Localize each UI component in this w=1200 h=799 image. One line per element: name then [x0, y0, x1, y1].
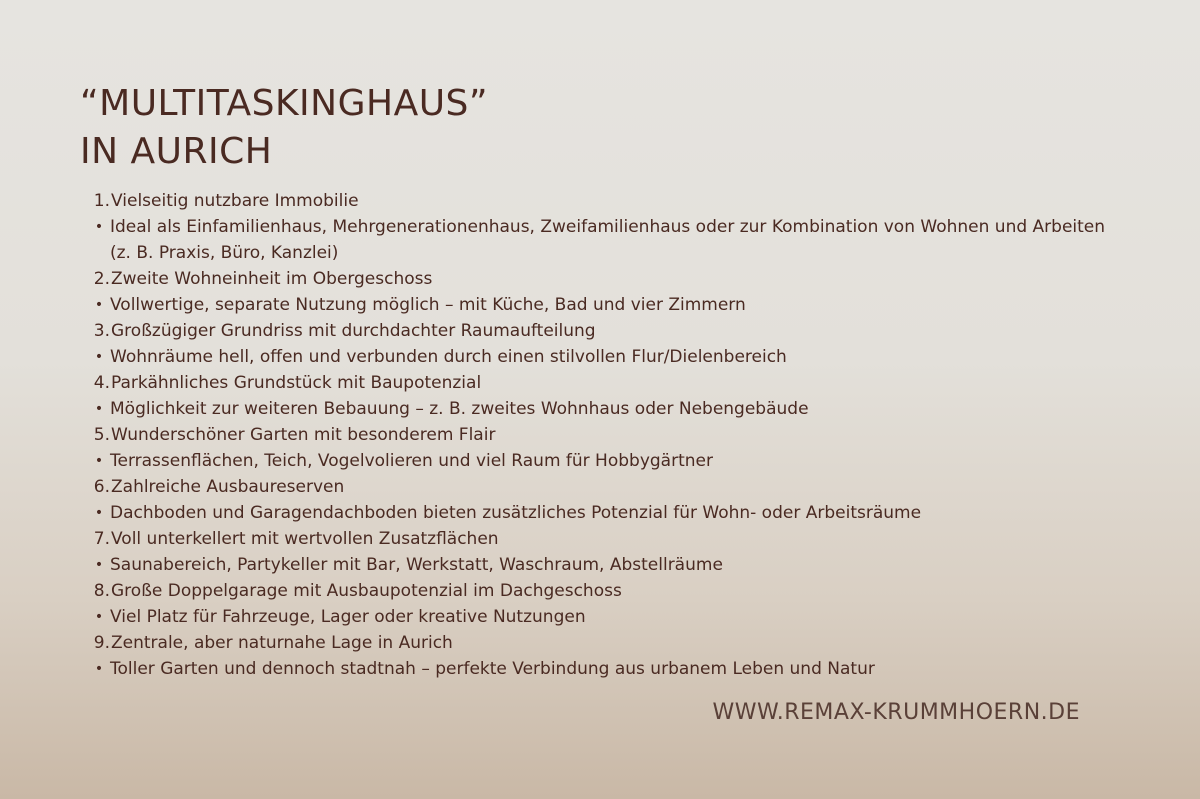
numbered-list-item	[88, 266, 1108, 292]
title-line-2: IN AURICH	[80, 131, 273, 172]
list-item-text: Saunabereich, Partykeller mit Bar, Werkstatt, Waschraum, Abstellräume	[110, 555, 723, 575]
page-title	[80, 80, 488, 176]
list-item-text: Terrassenflächen, Teich, Vogelvolieren und viel Raum für Hobbygärtner	[110, 451, 713, 471]
bullet-list-item	[88, 448, 1108, 474]
bullet-list-item	[88, 344, 1108, 370]
list-item-text: Voll unterkellert mit wertvollen Zusatzflächen	[111, 529, 499, 549]
bullet-list-item	[88, 292, 1108, 318]
list-number: 8.	[93, 581, 110, 601]
bullet-list-item	[88, 396, 1108, 422]
list-number: 9.	[93, 633, 110, 653]
bullet-marker: •	[94, 505, 104, 521]
numbered-list-item	[88, 318, 1108, 344]
numbered-list-item	[88, 474, 1108, 500]
numbered-list-item	[88, 526, 1108, 552]
list-item-text: Zweite Wohneinheit im Obergeschoss	[111, 269, 433, 289]
list-item-text: Große Doppelgarage mit Ausbaupotenzial im Dachgeschoss	[111, 581, 622, 601]
bullet-marker: •	[94, 453, 104, 469]
list-item-text: Parkähnliches Grundstück mit Baupotenzial	[111, 373, 482, 393]
bullet-list-item	[88, 656, 1108, 682]
list-number: 1.	[93, 191, 110, 211]
list-number: 2.	[93, 269, 110, 289]
bullet-marker: •	[94, 349, 104, 365]
numbered-list-item	[88, 630, 1108, 656]
bullet-marker: •	[94, 661, 104, 677]
list-item-text: Zahlreiche Ausbaureserven	[111, 477, 345, 497]
bullet-marker: •	[94, 297, 104, 313]
feature-list	[88, 188, 1108, 682]
list-item-text: Wohnräume hell, offen und verbunden durch einen stilvollen Flur/Dielenbereich	[110, 347, 787, 367]
numbered-list-item	[88, 578, 1108, 604]
numbered-list-item	[88, 188, 1108, 214]
bullet-list-item	[88, 604, 1108, 630]
list-item-text: Ideal als Einfamilienhaus, Mehrgenerationenhaus, Zweifamilienhaus oder zur Kombination von Wohnen und Arbeiten (z. B. Praxis, Büro, Kanzlei)	[110, 217, 1106, 263]
list-number: 5.	[93, 425, 110, 445]
title-line-1: “MULTITASKINGHAUS”	[80, 83, 489, 124]
numbered-list-item	[88, 422, 1108, 448]
list-number: 4.	[93, 373, 110, 393]
list-number: 7.	[93, 529, 110, 549]
list-item-text: Vielseitig nutzbare Immobilie	[111, 191, 359, 211]
list-number: 6.	[93, 477, 110, 497]
bullet-list-item	[88, 214, 1108, 266]
list-item-text: Dachboden und Garagendachboden bieten zusätzliches Potenzial für Wohn- oder Arbeitsräume	[110, 503, 922, 523]
list-item-text: Vollwertige, separate Nutzung möglich – mit Küche, Bad und vier Zimmern	[110, 295, 746, 315]
bullet-marker: •	[94, 557, 104, 573]
list-item-text: Viel Platz für Fahrzeuge, Lager oder kreative Nutzungen	[110, 607, 586, 627]
bullet-marker: •	[94, 219, 104, 235]
list-item-text: Zentrale, aber naturnahe Lage in Aurich	[111, 633, 453, 653]
list-item-text: Toller Garten und dennoch stadtnah – perfekte Verbindung aus urbanem Leben und Natur	[110, 659, 875, 679]
bullet-marker: •	[94, 401, 104, 417]
list-item-text: Wunderschöner Garten mit besonderem Flair	[111, 425, 496, 445]
numbered-list-item	[88, 370, 1108, 396]
website-url: WWW.REMAX-KRUMMHOERN.DE	[712, 700, 1080, 725]
list-item-text: Großzügiger Grundriss mit durchdachter Raumaufteilung	[111, 321, 596, 341]
bullet-marker: •	[94, 609, 104, 625]
bullet-list-item	[88, 552, 1108, 578]
list-item-text: Möglichkeit zur weiteren Bebauung – z. B. zweites Wohnhaus oder Nebengebäude	[110, 399, 809, 419]
list-number: 3.	[93, 321, 110, 341]
bullet-list-item	[88, 500, 1108, 526]
